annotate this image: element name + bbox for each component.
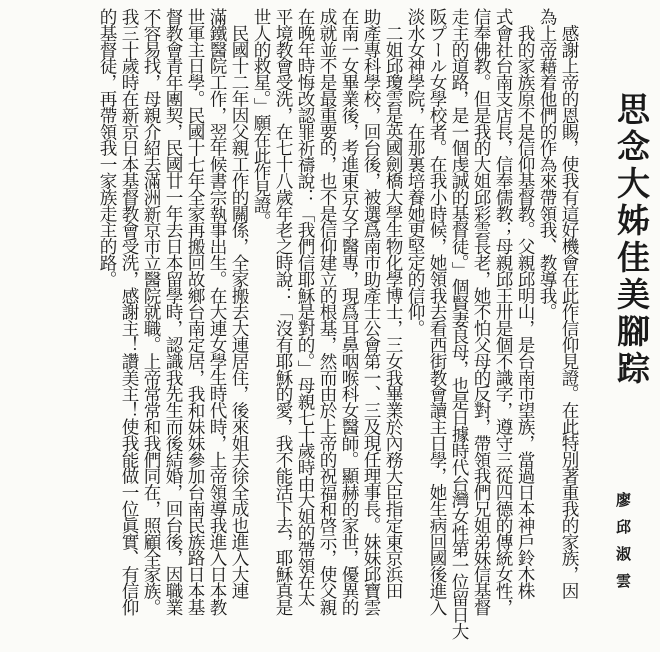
text-column: 在晚年時悔改認罪祈禱說：「我們信耶穌是對的。」母親七十歲時由大姐的帶領在太	[295, 8, 315, 606]
author-name: 廖邱淑雲	[614, 492, 632, 600]
text-column: 為上帝藉着他們的作為來帶領我、教導我。	[537, 8, 557, 320]
text-column: 信奉佛教。但是我的大姐邱彩雲長老，她不怕父母的反對，帶領我們兄姐弟妹信基督	[471, 8, 491, 615]
text-column: 我三十歲時在新京日本基督教會受洗，感謝主！讚美主！使我能做一位眞實、有信仰	[119, 8, 139, 615]
text-column: 助產專科學校，回台後，被選爲南市助產士公會第一、三及現任理事長。妹妹邱寶雲	[361, 8, 381, 615]
text-column: 式會社台南支店長，信奉儒教；母親邱王卅是個不識字，遵守三從四德的傳統女性，	[493, 8, 513, 615]
text-column: 二姐邱瓊雲是英國劍橋大學生物化學博士，三女我畢業於內務大臣指定東京浜田	[383, 8, 403, 599]
text-column: 民國十二年因父親工作的關係，全家搬去大連居住，後來姐夫徐全成也進入大連	[229, 8, 249, 599]
text-column: 滿鐵醫院工作，翌年候書宗執事出生。在大連女學生時代時，上帝領導我進入日本教	[207, 8, 227, 615]
text-column: 感謝上帝的恩賜，使我有這好機會在此作信仰見證。在此特別著重我的家族，因	[559, 8, 579, 599]
text-column: 淡水女神學院，在那裏培養她更堅定的信仰。	[405, 8, 425, 336]
text-column: 在南一女畢業後，考進東京女子醫專，現爲耳鼻咽喉科女醫師。顯赫的家世，優異的	[339, 8, 359, 615]
text-column: 阪プール女學校者。在我小時候，她領我去看西街教會讀主日學，她生病回國後進入	[427, 8, 447, 615]
text-column: 世人的救星。」願在此作見證。	[251, 8, 271, 229]
text-column: 成就並不是最重要的，也不是信仰建立的根基，然而由於上帝的祝福和啓示，使父親	[317, 8, 337, 615]
text-column: 走主的道路，是一個虔誠的基督徒。」個賢妻良母，也是日據時代台灣女性第一位留日大	[449, 8, 469, 639]
text-column: 不容易找，母親介紹去滿洲新京市立醫院就職。上帝常常和我們同在，照顧全家族。	[141, 8, 161, 615]
article-title: 思念大姊佳美腳踪	[612, 92, 651, 388]
text-column: 世軍主日學。民國十七年全家再搬回故鄉台南定居，我和妹妹參加台南民族路日本基	[185, 8, 205, 615]
text-column: 的基督徒，再帶領我一家族走主的路。	[97, 8, 117, 287]
text-column: 平境教會受洗，在七十八歲年老之時說：「沒有耶穌的愛，我不能活下去，耶穌真是	[273, 8, 293, 615]
text-column: 督教會青年團契，民國廿一年去日本留學時，認識我先生而後結婚，回台後，因職業	[163, 8, 183, 615]
text-column: 我的家族原不是信仰基督教。父親邱明山，是台南市望族，當過日本神戶鈴木株	[515, 8, 535, 599]
article-body	[6, 8, 580, 648]
